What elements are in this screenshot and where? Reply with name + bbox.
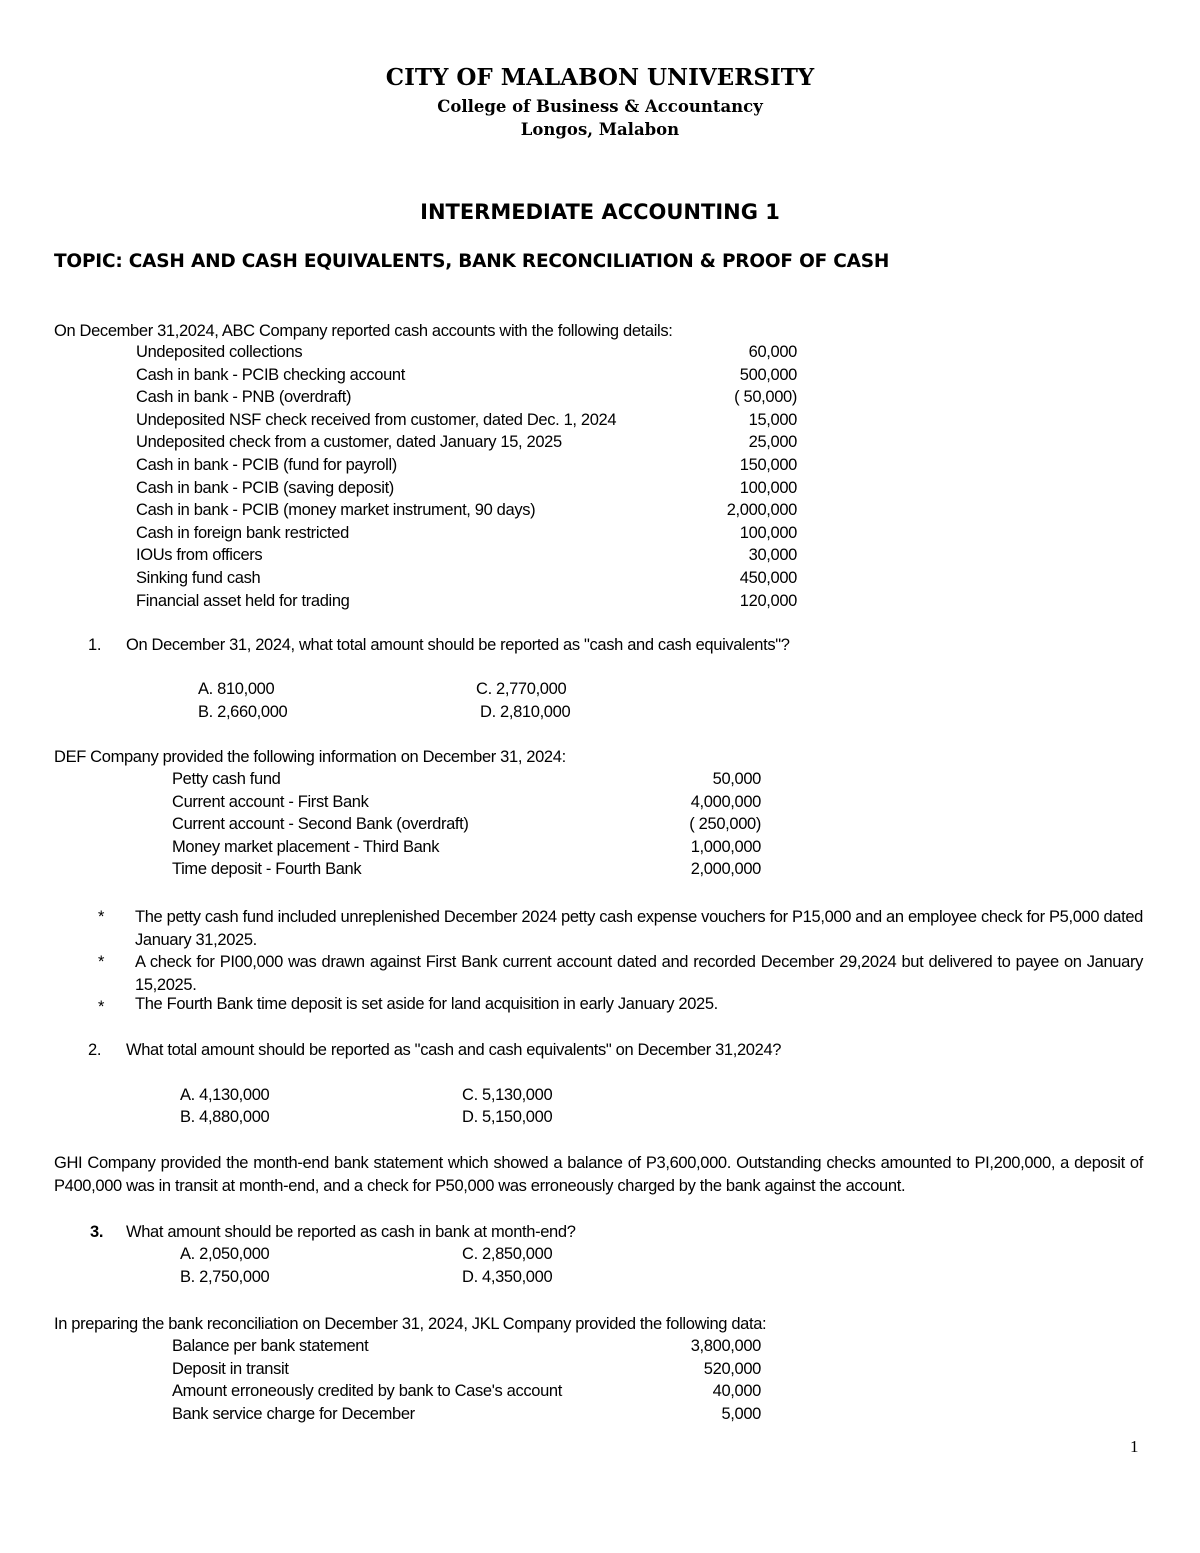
choice-3c: C. 2,850,000 (462, 1245, 553, 1263)
line-item-amount: 60,000 (748, 343, 797, 361)
problem-2-intro: DEF Company provided the following information on December 31, 2024: (54, 748, 566, 766)
line-item-amount: 120,000 (739, 591, 797, 610)
line-item-label: Current account - First Bank (172, 792, 369, 811)
line-item (136, 544, 797, 567)
line-item (136, 454, 797, 477)
line-item-amount: 500,000 (739, 365, 797, 384)
line-item (136, 341, 797, 364)
line-item-label: Amount erroneously credited by bank to Case's account (172, 1382, 562, 1401)
line-item-amount: 2,000,000 (726, 501, 797, 520)
choice-3d: D. 4,350,000 (462, 1268, 553, 1286)
problem-4-intro: In preparing the bank reconciliation on December 31, 2024, JKL Company provided the following data: (54, 1315, 767, 1333)
line-item (136, 409, 797, 432)
problem-1-intro: On December 31,2024, ABC Company reported cash accounts with the following details: (54, 322, 673, 340)
question-3-text: What amount should be reported as cash in bank at month-end? (126, 1223, 576, 1241)
question-2-text: What total amount should be reported as "cash and cash equivalents" on December 31,2024? (126, 1041, 782, 1059)
note-1: The petty cash fund included unreplenished December 2024 petty cash expense vouchers for P15,000 and an employee check for P5,000 dated January 31,2025. (135, 908, 1143, 949)
line-item (172, 1380, 761, 1403)
line-item-amount: 5,000 (721, 1404, 761, 1423)
choice-2d: D. 5,150,000 (462, 1108, 553, 1126)
line-item-label: Petty cash fund (172, 770, 281, 788)
note-bullet: * (98, 908, 105, 926)
line-item-amount: ( 250,000) (689, 815, 761, 834)
note-3: The Fourth Bank time deposit is set aside for land acquisition in early January 2025. (135, 995, 718, 1013)
line-item (172, 791, 761, 814)
line-item (136, 522, 797, 545)
choice-1a: A. 810,000 (198, 680, 275, 698)
line-item (172, 1403, 761, 1426)
course-title: INTERMEDIATE ACCOUNTING 1 (420, 200, 780, 224)
question-2-number: 2. (88, 1041, 102, 1059)
line-item-label: Undeposited NSF check received from customer, dated Dec. 1, 2024 (136, 410, 617, 429)
page-number: 1 (1130, 1437, 1139, 1456)
line-item-label: Balance per bank statement (172, 1337, 369, 1355)
choice-2a: A. 4,130,000 (180, 1086, 270, 1104)
line-item-label: Undeposited collections (136, 343, 303, 361)
college-name: College of Business & Accountancy (437, 97, 763, 116)
line-item-label: Time deposit - Fourth Bank (172, 860, 362, 879)
line-item-amount: 25,000 (748, 433, 797, 452)
line-item-label: Money market placement - Third Bank (172, 837, 440, 856)
line-item-amount: 100,000 (739, 523, 797, 542)
choice-1c: C. 2,770,000 (476, 680, 567, 698)
line-item (136, 431, 797, 454)
line-item-label: Cash in foreign bank restricted (136, 523, 349, 542)
question-1-number: 1. (88, 636, 102, 654)
line-item-amount: 4,000,000 (690, 792, 761, 811)
line-item-amount: 40,000 (712, 1382, 761, 1401)
line-item-label: Cash in bank - PCIB (money market instrument, 90 days) (136, 501, 536, 520)
line-item (172, 1335, 761, 1358)
line-item-label: Cash in bank - PNB (overdraft) (136, 388, 352, 407)
choice-3b: B. 2,750,000 (180, 1268, 270, 1286)
choice-2c: C. 5,130,000 (462, 1086, 553, 1104)
question-3-number: 3. (90, 1223, 104, 1241)
choice-1b: B. 2,660,000 (198, 703, 288, 721)
line-item-label: IOUs from officers (136, 546, 263, 565)
line-item-amount: ( 50,000) (734, 388, 797, 407)
line-item-label: Financial asset held for trading (136, 591, 350, 610)
choice-2b: B. 4,880,000 (180, 1108, 270, 1126)
line-item-label: Cash in bank - PCIB (saving deposit) (136, 478, 394, 497)
line-item-amount: 15,000 (748, 410, 797, 429)
line-item (136, 364, 797, 387)
line-item (172, 858, 761, 881)
campus-location: Longos, Malabon (520, 120, 680, 139)
line-item (172, 1358, 761, 1381)
line-item (136, 477, 797, 500)
line-item-amount: 30,000 (748, 546, 797, 565)
line-item (172, 813, 761, 836)
line-item-label: Sinking fund cash (136, 569, 261, 587)
line-item-label: Bank service charge for December (172, 1404, 415, 1423)
line-item (136, 590, 797, 613)
line-item-amount: 520,000 (703, 1359, 761, 1378)
choice-1d: D. 2,810,000 (480, 703, 571, 721)
line-item (172, 836, 761, 859)
line-item-label: Cash in bank - PCIB (fund for payroll) (136, 456, 397, 474)
line-item-label: Current account - Second Bank (overdraft) (172, 815, 469, 834)
line-item-amount: 450,000 (739, 569, 797, 587)
question-1-text: On December 31, 2024, what total amount should be reported as "cash and cash equivalents"? (126, 636, 790, 654)
line-item (136, 567, 797, 590)
note-2: A check for PI00,000 was drawn against First Bank current account dated and recorded December 29,2024 but delivered to payee on January 15,2025. (135, 953, 1143, 994)
line-item (172, 768, 761, 791)
university-name: CITY OF MALABON UNIVERSITY (385, 64, 815, 91)
line-item-label: Cash in bank - PCIB checking account (136, 365, 405, 384)
note-bullet: * (98, 998, 105, 1016)
choice-3a: A. 2,050,000 (180, 1245, 270, 1263)
line-item-amount: 100,000 (739, 478, 797, 497)
line-item-amount: 50,000 (712, 770, 761, 788)
line-item-label: Undeposited check from a customer, dated January 15, 2025 (136, 433, 562, 452)
topic-heading: TOPIC: CASH AND CASH EQUIVALENTS, BANK RECONCILIATION & PROOF OF CASH (54, 251, 890, 272)
line-item-amount: 3,800,000 (690, 1337, 761, 1355)
note-bullet: * (98, 953, 105, 971)
line-item (136, 386, 797, 409)
line-item-label: Deposit in transit (172, 1359, 289, 1378)
line-item (136, 499, 797, 522)
line-item-amount: 1,000,000 (690, 837, 761, 856)
line-item-amount: 2,000,000 (690, 860, 761, 879)
line-item-amount: 150,000 (739, 456, 797, 474)
problem-3-intro: GHI Company provided the month-end bank statement which showed a balance of P3,600,000. Outstanding checks amounted to PI,200,000, a deposit of P400,000 was in transit at month-end, and a check for P50,000 was erroneously charged by the bank against the account. (54, 1154, 1143, 1195)
